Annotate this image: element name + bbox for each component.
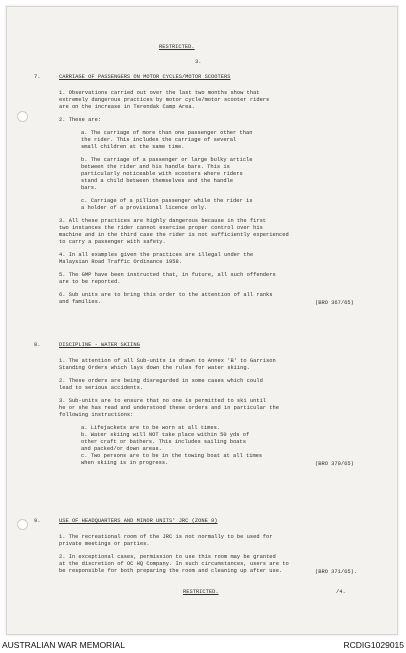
paragraph-line: lead to serious accidents.: [59, 385, 144, 391]
paragraph-line: machine and in the third case the rider is not sufficiently experienced: [59, 232, 289, 238]
punch-hole: [17, 111, 28, 122]
archive-caption-right: RCDIG1029015: [343, 640, 404, 650]
paragraph-line: c. Two persons are to be in the towing boat at all times: [81, 453, 263, 459]
paragraph-line: to carry a passenger with safety.: [59, 239, 166, 245]
paragraph-line: 2. These orders are being disregarded in some cases which could: [59, 378, 263, 384]
paragraph-line: 3. All these practices are highly dangerous because in the first: [59, 218, 267, 224]
paragraph-line: at the discretion of OC HQ Company. In such circumstances, users are to: [59, 561, 289, 567]
document-page: [6, 6, 398, 635]
paragraph-line: other craft or bathers. This includes sailing boats: [81, 439, 246, 445]
paragraph-line: b. The carriage of a passenger or large bulky article: [81, 157, 253, 163]
classification-marking-footer: RESTRICTED.: [183, 589, 219, 595]
paragraph-line: private meetings or parties.: [59, 541, 150, 547]
paragraph-line: when skiing is in progress.: [81, 460, 169, 466]
section-number: 7.: [34, 74, 41, 80]
section-number: 9.: [34, 518, 41, 524]
paragraph-line: between the rider and his handle bars. This is: [81, 164, 230, 170]
paragraph-line: 2. In exceptional cases, permission to use this room may be granted: [59, 554, 276, 560]
paragraph-line: 2. These are:: [59, 117, 102, 123]
paragraph-line: extremely dangerous practices by motor cycle/motor scooter riders: [59, 97, 270, 103]
classification-marking: RESTRICTED.: [159, 44, 195, 50]
paragraph-line: the rider. This includes the carriage of several: [81, 137, 237, 143]
paragraph-line: 1. Observations carried out over the last two months show that: [59, 90, 260, 96]
paragraph-line: are to be reported.: [59, 279, 121, 285]
paragraph-line: a holder of a provisional licence only.: [81, 205, 208, 211]
continuation-marker: /4.: [336, 589, 346, 595]
paragraph-line: b. Water skiing will NOT take place within 50 yds of: [81, 432, 250, 438]
section-number: 8.: [34, 342, 41, 348]
paragraph-line: two instances the rider cannot exercise proper control over his: [59, 225, 263, 231]
paragraph-line: small children at the same time.: [81, 144, 185, 150]
section-title: DISCIPLINE - WATER SKIING: [59, 342, 140, 348]
punch-hole: [17, 519, 28, 530]
paragraph-line: 1. The attention of all Sub-units is drawn to Annex 'B' to Garrison: [59, 358, 276, 364]
section-title: CARRIAGE OF PASSENGERS ON MOTOR CYCLES/MOTOR SCOOTERS: [59, 74, 231, 80]
paragraph-line: c. Carriage of a pillion passenger while the rider is: [81, 198, 253, 204]
paragraph-line: 6. Sub units are to bring this order to the attention of all ranks: [59, 292, 273, 298]
paragraph-line: Malaysian Road Traffic Ordinance 1958.: [59, 259, 182, 265]
paragraph-line: he or she has read and understood these orders and in particular the: [59, 405, 279, 411]
paragraph-line: Standing Orders which lays down the rules for water skiing.: [59, 365, 250, 371]
paragraph-line: 3. Sub-units are to ensure that no one is permitted to ski until: [59, 398, 267, 404]
paragraph-line: 5. The GMP have been instructed that, in future, all such offenders: [59, 272, 276, 278]
paragraph-line: and families.: [59, 299, 102, 305]
paragraph-line: and packed/or down areas.: [81, 446, 162, 452]
paragraph-line: 4. In all examples given the practices are illegal under the: [59, 252, 254, 258]
paragraph-line: following instructions:: [59, 412, 134, 418]
paragraph-line: be responsible for both preparing the room and cleaning up after use.: [59, 568, 283, 574]
paragraph-line: are on the increase in Terendak Camp Area.: [59, 104, 195, 110]
paragraph-line: particularly noticeable with scooters where riders: [81, 171, 243, 177]
paragraph-line: 1. The recreational room of the JRC is not normally to be used for: [59, 534, 273, 540]
reference-number: (BRO 370/65): [315, 461, 354, 467]
reference-number: (BRO 367/65): [315, 300, 354, 306]
section-title: USE OF HEADQUARTERS AND MINOR UNITS' JRC (ZONE 9): [59, 518, 218, 524]
archive-caption-left: AUSTRALIAN WAR MEMORIAL: [2, 640, 125, 650]
paragraph-line: bars.: [81, 185, 98, 191]
reference-number: (BRO 371/65).: [315, 569, 358, 575]
paragraph-line: stand a child between themselves and the handle: [81, 178, 234, 184]
page-number: 3.: [195, 59, 202, 65]
paragraph-line: a. The carriage of more than one passenger other than: [81, 130, 253, 136]
paragraph-line: a. Lifejackets are to be worn at all times.: [81, 425, 221, 431]
